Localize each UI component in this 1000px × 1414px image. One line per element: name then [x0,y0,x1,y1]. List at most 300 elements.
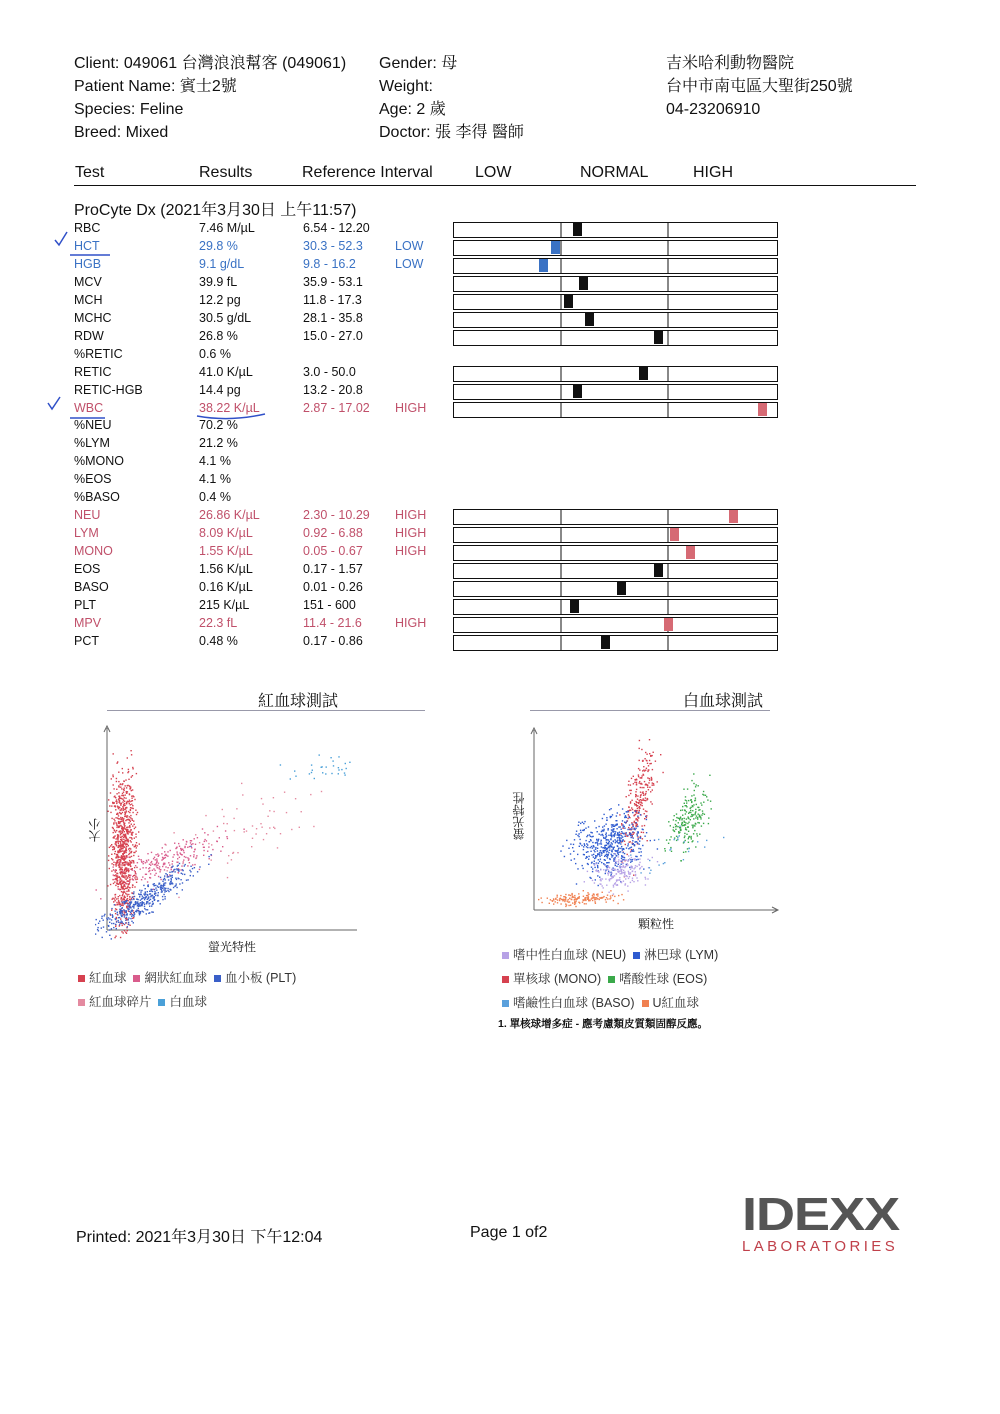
scatter-dot [635,822,636,823]
scatter-dot [123,876,124,877]
scatter-dot [601,862,602,863]
scatter-dot [695,809,696,810]
scatter-dot [584,903,585,904]
scatter-dot [109,868,110,869]
scatter-dot [650,801,651,802]
scatter-dot [129,853,130,854]
scatter-dot [613,848,614,849]
scatter-dot [606,885,607,886]
scatter-dot [113,883,114,884]
scatter-dot [578,822,579,823]
scatter-dot [338,767,339,768]
scatter-dot [623,866,624,867]
scatter-dot [139,843,140,844]
scatter-dot [251,846,252,847]
scatter-dot [641,787,642,788]
scatter-dot [118,864,119,865]
scatter-dot [630,810,631,811]
scatter-dot [624,867,625,868]
scatter-dot [156,858,157,859]
scatter-dot [138,908,139,909]
scatter-dot [576,831,577,832]
row-reference: 0.01 - 0.26 [303,580,363,594]
scatter-dot [128,924,129,925]
scatter-dot [630,828,631,829]
scatter-dot [600,884,601,885]
scatter-dot [634,829,635,830]
scatter-dot [698,785,699,786]
range-divider [667,582,669,596]
scatter-dot [115,822,116,823]
row-test: LYM [74,526,99,541]
scatter-dot [113,866,114,867]
scatter-dot [697,822,698,823]
scatter-dot [338,769,339,770]
scatter-dot [642,761,643,762]
scatter-dot [182,889,183,890]
scatter-dot [311,772,312,773]
scatter-dot [140,869,141,870]
scatter-dot [101,916,102,917]
scatter-dot [160,877,161,878]
scatter-dot [119,866,120,867]
scatter-dot [636,866,637,867]
scatter-dot [617,833,618,834]
scatter-dot [108,926,109,927]
scatter-dot [130,787,131,788]
scatter-dot [124,882,125,883]
scatter-dot [164,851,165,852]
scatter-dot [140,900,141,901]
scatter-dot [632,835,633,836]
scatter-dot [165,879,166,880]
row-test: MCHC [74,310,112,325]
scatter-dot [610,890,611,891]
scatter-dot [668,821,669,822]
scatter-dot [625,883,626,884]
scatter-dot [585,903,586,904]
result-row [0,544,1000,562]
scatter-dot [547,898,548,899]
scatter-dot [184,846,185,847]
scatter-dot [691,780,692,781]
scatter-dot [639,810,640,811]
scatter-dot [628,827,629,828]
scatter-dot [120,834,121,835]
scatter-dot [115,809,116,810]
scatter-dot [126,846,127,847]
scatter-dot [623,863,624,864]
scatter-dot [135,911,136,912]
scatter-dot [627,890,628,891]
scatter-dot [605,899,606,900]
range-bar [453,563,778,579]
scatter-dot [137,903,138,904]
clinic-name: 吉米哈利動物醫院 [666,55,795,72]
scatter-dot [118,857,119,858]
rbc-legend-row1 [78,968,296,986]
scatter-dot [586,846,587,847]
scatter-dot [126,891,127,892]
scatter-dot [130,914,131,915]
scatter-dot [125,815,126,816]
scatter-dot [121,840,122,841]
scatter-dot [617,879,618,880]
scatter-dot [101,927,102,928]
scatter-dot [284,792,285,793]
wbc-note: 1. 單核球增多症 - 應考慮類皮質類固醇反應。 [498,1018,709,1030]
scatter-dot [608,852,609,853]
scatter-dot [640,794,641,795]
scatter-dot [134,828,135,829]
scatter-dot [592,895,593,896]
scatter-dot [114,898,115,899]
scatter-dot [132,812,133,813]
scatter-dot [118,808,119,809]
scatter-dot [312,770,313,771]
scatter-dot [594,901,595,902]
scatter-dot [113,869,114,870]
scatter-dot [113,784,114,785]
scatter-dot [125,922,126,923]
scatter-dot [686,802,687,803]
scatter-dot [179,863,180,864]
scatter-dot [592,868,593,869]
scatter-dot [575,834,576,835]
scatter-dot [557,896,558,897]
scatter-dot [147,891,148,892]
scatter-dot [124,865,125,866]
scatter-dot [614,896,615,897]
scatter-dot [118,900,119,901]
scatter-dot [617,869,618,870]
range-marker [729,510,738,523]
scatter-dot [606,839,607,840]
scatter-dot [596,855,597,856]
scatter-dot [586,852,587,853]
scatter-dot [208,864,209,865]
scatter-dot [649,739,650,740]
scatter-dot [179,846,180,847]
weight-label: Weight: [379,78,433,95]
range-divider [560,618,562,632]
scatter-dot [678,822,679,823]
scatter-dot [115,936,116,937]
scatter-dot [598,826,599,827]
scatter-dot [122,903,123,904]
scatter-dot [631,847,632,848]
scatter-dot [118,835,119,836]
scatter-dot [649,763,650,764]
scatter-dot [187,879,188,880]
scatter-dot [170,850,171,851]
scatter-dot [589,877,590,878]
scatter-dot [599,856,600,857]
check-mark-hct [55,232,67,245]
scatter-dot [121,821,122,822]
scatter-dot [574,858,575,859]
scatter-dot [577,835,578,836]
scatter-dot [151,861,152,862]
scatter-dot [149,870,150,871]
scatter-dot [129,863,130,864]
scatter-dot [684,833,685,834]
scatter-dot [127,895,128,896]
scatter-dot [184,856,185,857]
scatter-dot [111,908,112,909]
scatter-dot [631,790,632,791]
scatter-dot [167,870,168,871]
scatter-dot [652,803,653,804]
scatter-dot [692,827,693,828]
scatter-dot [121,915,122,916]
scatter-dot [118,841,119,842]
scatter-dot [164,898,165,899]
scatter-dot [608,874,609,875]
scatter-dot [620,851,621,852]
scatter-dot [631,857,632,858]
scatter-dot [571,893,572,894]
scatter-dot [155,873,156,874]
scatter-dot [112,914,113,915]
scatter-dot [618,854,619,855]
scatter-dot [134,877,135,878]
wbc-legend-eos: 嗜酸性球 (EOS) [608,972,707,986]
scatter-dot [587,897,588,898]
scatter-dot [597,871,598,872]
scatter-dot [128,900,129,901]
scatter-dot [186,844,187,845]
scatter-dot [197,871,198,872]
scatter-dot [122,888,123,889]
scatter-dot [174,843,175,844]
scatter-dot [615,831,616,832]
row-result: 39.9 fL [199,274,238,289]
scatter-dot [647,859,648,860]
row-result: 26.86 K/µL [199,508,260,523]
scatter-dot [129,860,130,861]
scatter-dot [153,912,154,913]
scatter-dot [330,757,331,758]
scatter-dot [211,859,212,860]
scatter-dot [120,843,121,844]
scatter-dot [191,847,192,848]
scatter-dot [121,891,122,892]
result-row [0,616,1000,634]
scatter-dot [153,858,154,859]
scatter-dot [184,874,185,875]
scatter-dot [241,783,242,784]
scatter-dot [120,922,121,923]
scatter-dot [125,875,126,876]
scatter-dot [148,859,149,860]
scatter-dot [645,877,646,878]
scatter-dot [181,854,182,855]
scatter-dot [620,848,621,849]
scatter-dot [126,911,127,912]
scatter-dot [128,863,129,864]
scatter-dot [583,823,584,824]
scatter-dot [635,874,636,875]
scatter-dot [626,865,627,866]
scatter-dot [126,827,127,828]
scatter-dot [639,769,640,770]
scatter-dot [632,851,633,852]
scatter-dot [640,783,641,784]
result-row [0,472,1000,490]
scatter-dot [212,849,213,850]
scatter-dot [576,898,577,899]
scatter-dot [126,817,127,818]
scatter-dot [643,868,644,869]
scatter-dot [131,856,132,857]
scatter-dot [120,787,121,788]
scatter-dot [121,867,122,868]
scatter-dot [644,813,645,814]
scatter-dot [597,848,598,849]
scatter-dot [124,805,125,806]
scatter-dot [124,853,125,854]
scatter-dot [641,783,642,784]
rbc-scatter-plot [95,720,370,940]
scatter-dot [206,840,207,841]
scatter-dot [638,852,639,853]
range-bar [453,617,778,633]
scatter-dot [685,800,686,801]
scatter-dot [227,862,228,863]
scatter-dot [641,825,642,826]
scatter-dot [163,863,164,864]
scatter-dot [695,786,696,787]
scatter-dot [114,881,115,882]
scatter-dot [577,897,578,898]
scatter-dot [592,900,593,901]
scatter-dot [639,858,640,859]
scatter-dot [611,846,612,847]
scatter-dot [117,806,118,807]
scatter-dot [131,754,132,755]
scatter-dot [629,874,630,875]
scatter-dot [131,807,132,808]
scatter-dot [560,895,561,896]
scatter-dot [679,819,680,820]
scatter-dot [116,883,117,884]
scatter-dot [207,834,208,835]
scatter-dot [246,830,247,831]
scatter-dot [252,825,253,826]
scatter-dot [185,864,186,865]
scatter-dot [636,782,637,783]
logo-wordmark: IDEXX [742,1188,899,1240]
scatter-dot [130,899,131,900]
scatter-dot [124,924,125,925]
scatter-dot [117,875,118,876]
scatter-dot [636,783,637,784]
scatter-dot [127,869,128,870]
scatter-dot [167,867,168,868]
scatter-dot [194,849,195,850]
scatter-dot [144,906,145,907]
scatter-dot [609,841,610,842]
scatter-dot [610,835,611,836]
scatter-dot [131,910,132,911]
scatter-dot [599,877,600,878]
scatter-dot [633,837,634,838]
scatter-dot [129,816,130,817]
scatter-dot [675,820,676,821]
scatter-dot [136,842,137,843]
scatter-dot [114,849,115,850]
scatter-dot [664,862,665,863]
legend-swatch-icon [642,1000,649,1007]
scatter-dot [314,778,315,779]
scatter-dot [223,816,224,817]
rbc-legend-row2 [78,992,207,1010]
row-reference: 30.3 - 52.3 [303,238,363,253]
scatter-dot [574,839,575,840]
scatter-dot [127,898,128,899]
scatter-dot [611,826,612,827]
scatter-dot [551,900,552,901]
scatter-dot [686,818,687,819]
scatter-dot [138,903,139,904]
scatter-dot [204,841,205,842]
scatter-dot [115,918,116,919]
scatter-dot [630,841,631,842]
scatter-dot [139,911,140,912]
scatter-dot [582,902,583,903]
scatter-dot [640,855,641,856]
scatter-dot [603,829,604,830]
scatter-dot [115,817,116,818]
scatter-dot [624,876,625,877]
scatter-dot [137,812,138,813]
scatter-dot [125,920,126,921]
row-result: 21.2 % [199,436,238,451]
scatter-dot [601,843,602,844]
scatter-dot [124,903,125,904]
scatter-dot [122,848,123,849]
scatter-dot [626,821,627,822]
scatter-dot [680,830,681,831]
scatter-dot [618,861,619,862]
scatter-dot [614,883,615,884]
scatter-dot [636,802,637,803]
scatter-dot [605,838,606,839]
scatter-dot [569,901,570,902]
scatter-dot [121,897,122,898]
scatter-dot [597,831,598,832]
scatter-dot [633,851,634,852]
scatter-dot [116,881,117,882]
patient-label: Patient Name: [74,78,176,95]
rbc-plot-title: 紅血球測試 [258,693,339,710]
scatter-dot [137,901,138,902]
scatter-dot [607,829,608,830]
scatter-dot [636,856,637,857]
scatter-dot [657,861,658,862]
scatter-dot [98,930,99,931]
scatter-dot [112,879,113,880]
scatter-dot [613,829,614,830]
result-row [0,508,1000,526]
scatter-dot [673,830,674,831]
scatter-dot [119,877,120,878]
scatter-dot [118,917,119,918]
scatter-dot [256,828,257,829]
scatter-dot [637,836,638,837]
scatter-dot [595,855,596,856]
